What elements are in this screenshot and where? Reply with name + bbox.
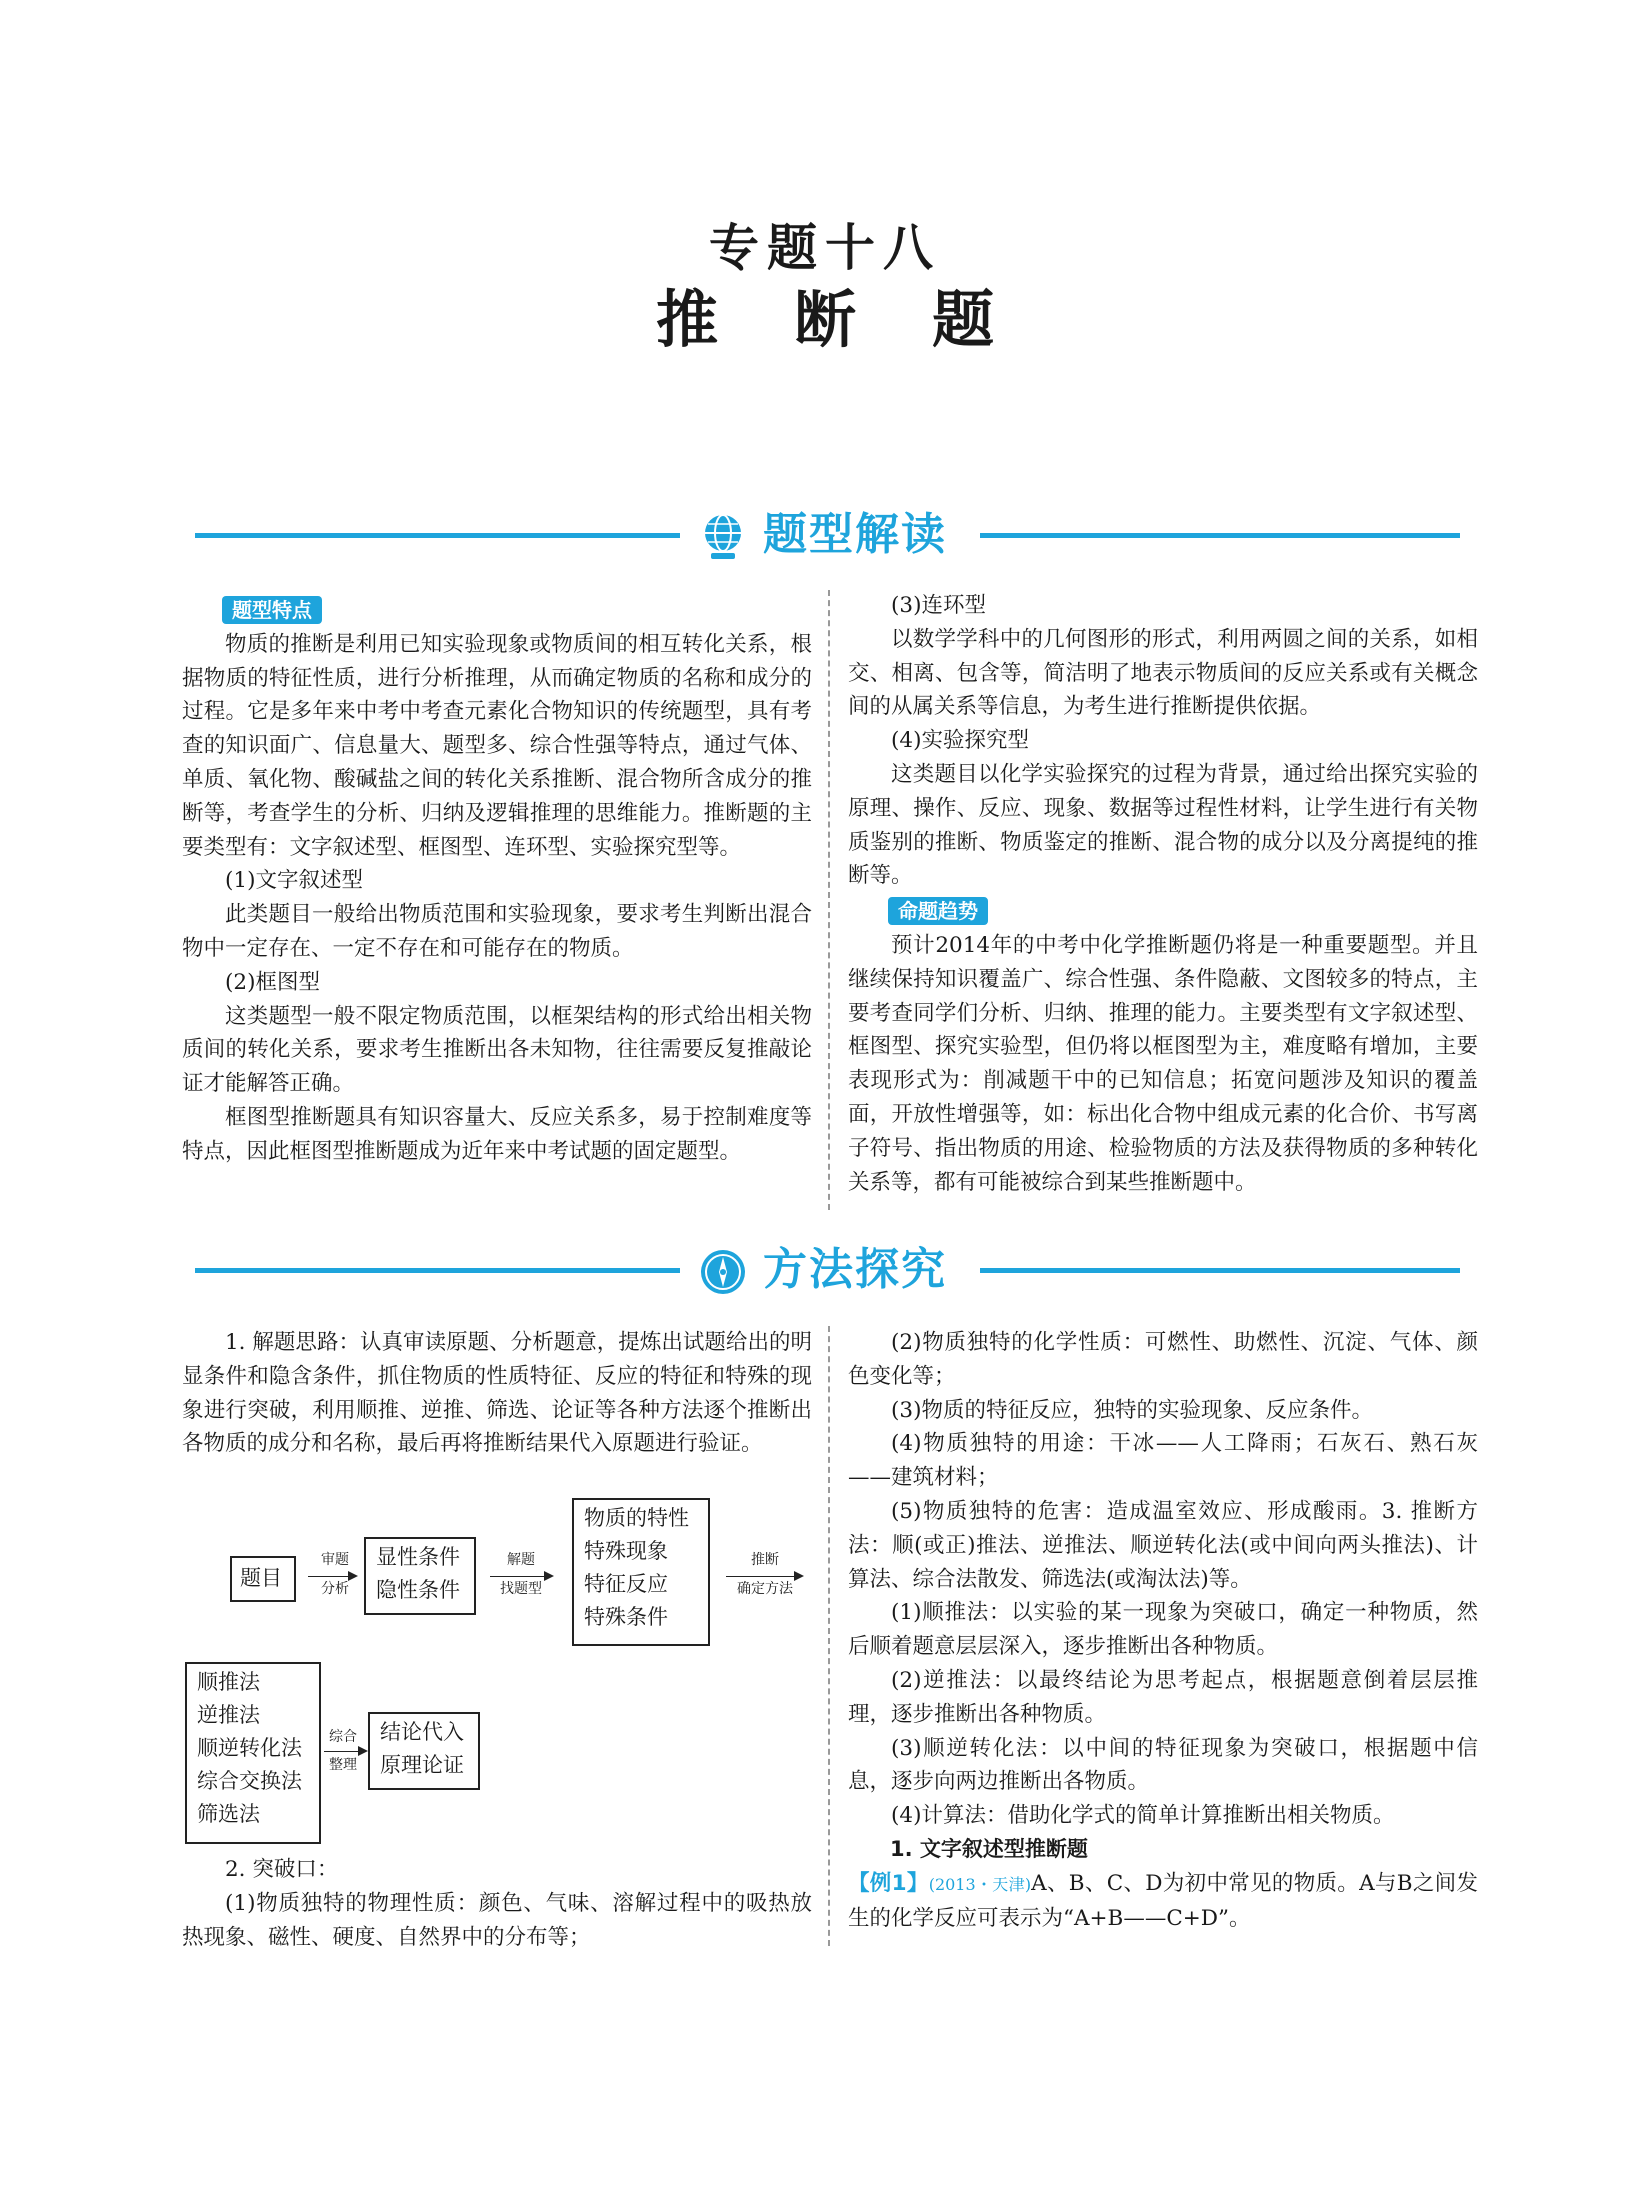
box-line: 物质的特性 — [584, 1506, 689, 1530]
header-rule-right — [980, 533, 1460, 538]
arrow-label: 确定方法 — [737, 1581, 793, 1597]
arrow-label: 分析 — [321, 1581, 349, 1597]
example-text: A、B、C、D为初中常见的物质。A与B之间发生的化学反应可表示为“A+B——C+D”。 — [848, 1870, 1478, 1931]
flow-box-methods — [185, 1662, 321, 1844]
box-line: 顺逆转化法 — [197, 1736, 302, 1760]
chapter-title: 专题十八 — [709, 219, 941, 277]
section-heading: 方法探究 — [763, 1244, 947, 1295]
paragraph: (2)逆推法：以最终结论为思考起点，根据题意倒着层层推理，逐步推断出各种物质。 — [848, 1667, 1478, 1727]
subheading: (4)实验探究型 — [891, 728, 1029, 754]
paragraph: 框图型推断题具有知识容量大、反应关系多，易于控制难度等特点，因此框图型推断题成为近年来中考试题的固定题型。 — [182, 1104, 812, 1164]
column-divider — [828, 590, 830, 1210]
paragraph: (3)顺逆转化法：以中间的特征现象为突破口，根据题中信息，逐步向两边推断出各物质。 — [848, 1735, 1478, 1795]
box-line: 原理论证 — [380, 1753, 464, 1777]
paragraph: 这类题型一般不限定物质范围，以框架结构的形式给出相关物质间的转化关系，要求考生推断出各未知物，往往需要反复推敲论证才能解答正确。 — [182, 1003, 812, 1097]
example-source: (2013・天津) — [928, 1874, 1032, 1894]
header-rule-left — [195, 1268, 680, 1273]
section1-left-column — [182, 592, 812, 1169]
paragraph: (4)计算法：借助化学式的简单计算推断出相关物质。 — [891, 1803, 1395, 1829]
box-line: 显性条件 — [376, 1545, 460, 1569]
box-line: 特殊条件 — [584, 1605, 668, 1629]
flow-box-verify — [368, 1712, 480, 1790]
arrow — [324, 1751, 366, 1752]
example-label: 【例1】 — [848, 1870, 929, 1896]
box-line: 特征反应 — [584, 1572, 668, 1596]
arrow — [308, 1576, 356, 1577]
arrow-label: 解题 — [507, 1552, 535, 1568]
paragraph: 此类题目一般给出物质范围和实验现象，要求考生判断出混合物中一定存在、一定不存在和可能存在的物质。 — [182, 902, 812, 961]
paragraph: 预计2014年的中考中化学推断题仍将是一种重要题型。并且继续保持知识覆盖广、综合性强、条件隐蔽、文图较多的特点，主要考查同学们分析、归纳、推理的能力。主要类型有文字叙述型、框图型、探究实验型，但仍将以框图型为主，难度略有增加，主要表现形式为：削减题干中的已知信息；拓宽问题涉及知识的覆盖面，开放性增强等，如：标出化合物中组成元素的化合价、书写离子符号、指出物质的用途、检验物质的方法及获得物质的多种转化关系等，都有可能被综合到某些推断题中。 — [848, 932, 1478, 1195]
paragraph: 这类题目以化学实验探究的过程为背景，通过给出探究实验的原理、操作、反应、现象、数据等过程性材料，让学生进行有关物质鉴别的推断、物质鉴定的推断、混合物的成分以及分离提纯的推断等。 — [848, 761, 1478, 889]
arrow-label: 推断 — [751, 1552, 779, 1568]
box-line: 结论代入 — [380, 1720, 464, 1744]
box-line: 综合交换法 — [197, 1769, 302, 1793]
paragraph: 以数学学科中的几何图形的形式，利用两圆之间的关系，如相交、相离、包含等，简洁明了地表示物质间的反应关系或有关概念间的从属关系等信息，为考生进行推断提供依据。 — [848, 626, 1478, 720]
paragraph: (1)顺推法：以实验的某一现象为突破口，确定一种物质，然后顺着题意层层深入，逐步推断出各种物质。 — [848, 1600, 1478, 1660]
subsection-heading: 1. 文字叙述型推断题 — [890, 1836, 1088, 1861]
arrow-label: 审题 — [321, 1552, 349, 1568]
arrow — [726, 1576, 802, 1577]
box-line: 特殊现象 — [584, 1539, 668, 1563]
section2-left-column-bottom — [182, 1853, 812, 1954]
header-rule-left — [195, 533, 680, 538]
column-divider — [828, 1326, 830, 1946]
paragraph: 1. 解题思路：认真审读原题、分析题意，提炼出试题给出的明显条件和隐含条件，抓住物质的性质特征、反应的特征和特殊的现象进行突破，利用顺推、逆推、筛选、论证等各种方法逐个推断出各物质的成分和名称，最后再将推断结果代入原题进行验证。 — [182, 1330, 812, 1457]
section-header-methods — [195, 1240, 1460, 1300]
arrow — [490, 1576, 552, 1577]
flow-box-conditions — [364, 1537, 476, 1615]
globe-icon — [695, 509, 751, 563]
subheading: (2)框图型 — [225, 969, 320, 995]
section-heading: 题型解读 — [763, 509, 947, 560]
paragraph: (5)物质独特的危害：造成温室效应、形成酸雨。3. 推断方法：顺(或正)推法、逆推法、顺逆转化法(或中间向两头推法)、计算法、综合法散发、筛选法(或淘汰法)等。 — [848, 1498, 1478, 1592]
section2-left-column — [182, 1326, 812, 1461]
subheading: (3)连环型 — [891, 593, 986, 618]
flow-box-question: 题目 — [230, 1556, 296, 1602]
box-line: 逆推法 — [197, 1703, 260, 1727]
section2-right-column — [848, 1326, 1478, 1935]
arrow-label: 整理 — [329, 1757, 357, 1773]
paragraph: 物质的推断是利用已知实验现象或物质间的相互转化关系，根据物质的特征性质，进行分析推理，从而确定物质的名称和成分的过程。它是多年来中考中考查元素化合物知识的传统题型，具有考查的知识面广、信息量大、题型多、综合性强等特点，通过气体、单质、氧化物、酸碱盐之间的转化关系推断、混合物所含成分的推断等，考查学生的分析、归纳及逻辑推理的思维能力。推断题的主要类型有：文字叙述型、框图型、连环型、实验探究型等。 — [182, 631, 812, 860]
paragraph: 2. 突破口： — [225, 1857, 339, 1882]
paragraph: (3)物质的特征反应，独特的实验现象、反应条件。 — [891, 1397, 1373, 1423]
badge-features: 题型特点 — [222, 596, 322, 624]
paragraph: (4)物质独特的用途：干冰——人工降雨；石灰石、熟石灰——建筑材料； — [848, 1431, 1478, 1491]
section-header-type-analysis — [195, 505, 1460, 565]
paragraph: (1)物质独特的物理性质：颜色、气味、溶解过程中的吸热放热现象、磁性、硬度、自然界中的分布等； — [182, 1890, 812, 1950]
arrow-label: 找题型 — [500, 1581, 542, 1597]
badge-trend: 命题趋势 — [888, 897, 988, 925]
arrow-label: 综合 — [329, 1729, 357, 1745]
header-rule-right — [980, 1268, 1460, 1273]
box-line: 隐性条件 — [376, 1578, 460, 1602]
section1-right-column — [848, 589, 1478, 1199]
topic-title: 推断题 — [655, 283, 1070, 356]
paragraph: (2)物质独特的化学性质：可燃性、助燃性、沉淀、气体、颜色变化等； — [848, 1330, 1478, 1389]
box-line: 筛选法 — [197, 1802, 260, 1826]
subheading: (1)文字叙述型 — [225, 868, 363, 894]
example-paragraph — [848, 1867, 1478, 1936]
box-line: 顺推法 — [197, 1670, 260, 1694]
flow-box-features — [572, 1498, 710, 1646]
compass-icon — [695, 1244, 751, 1300]
